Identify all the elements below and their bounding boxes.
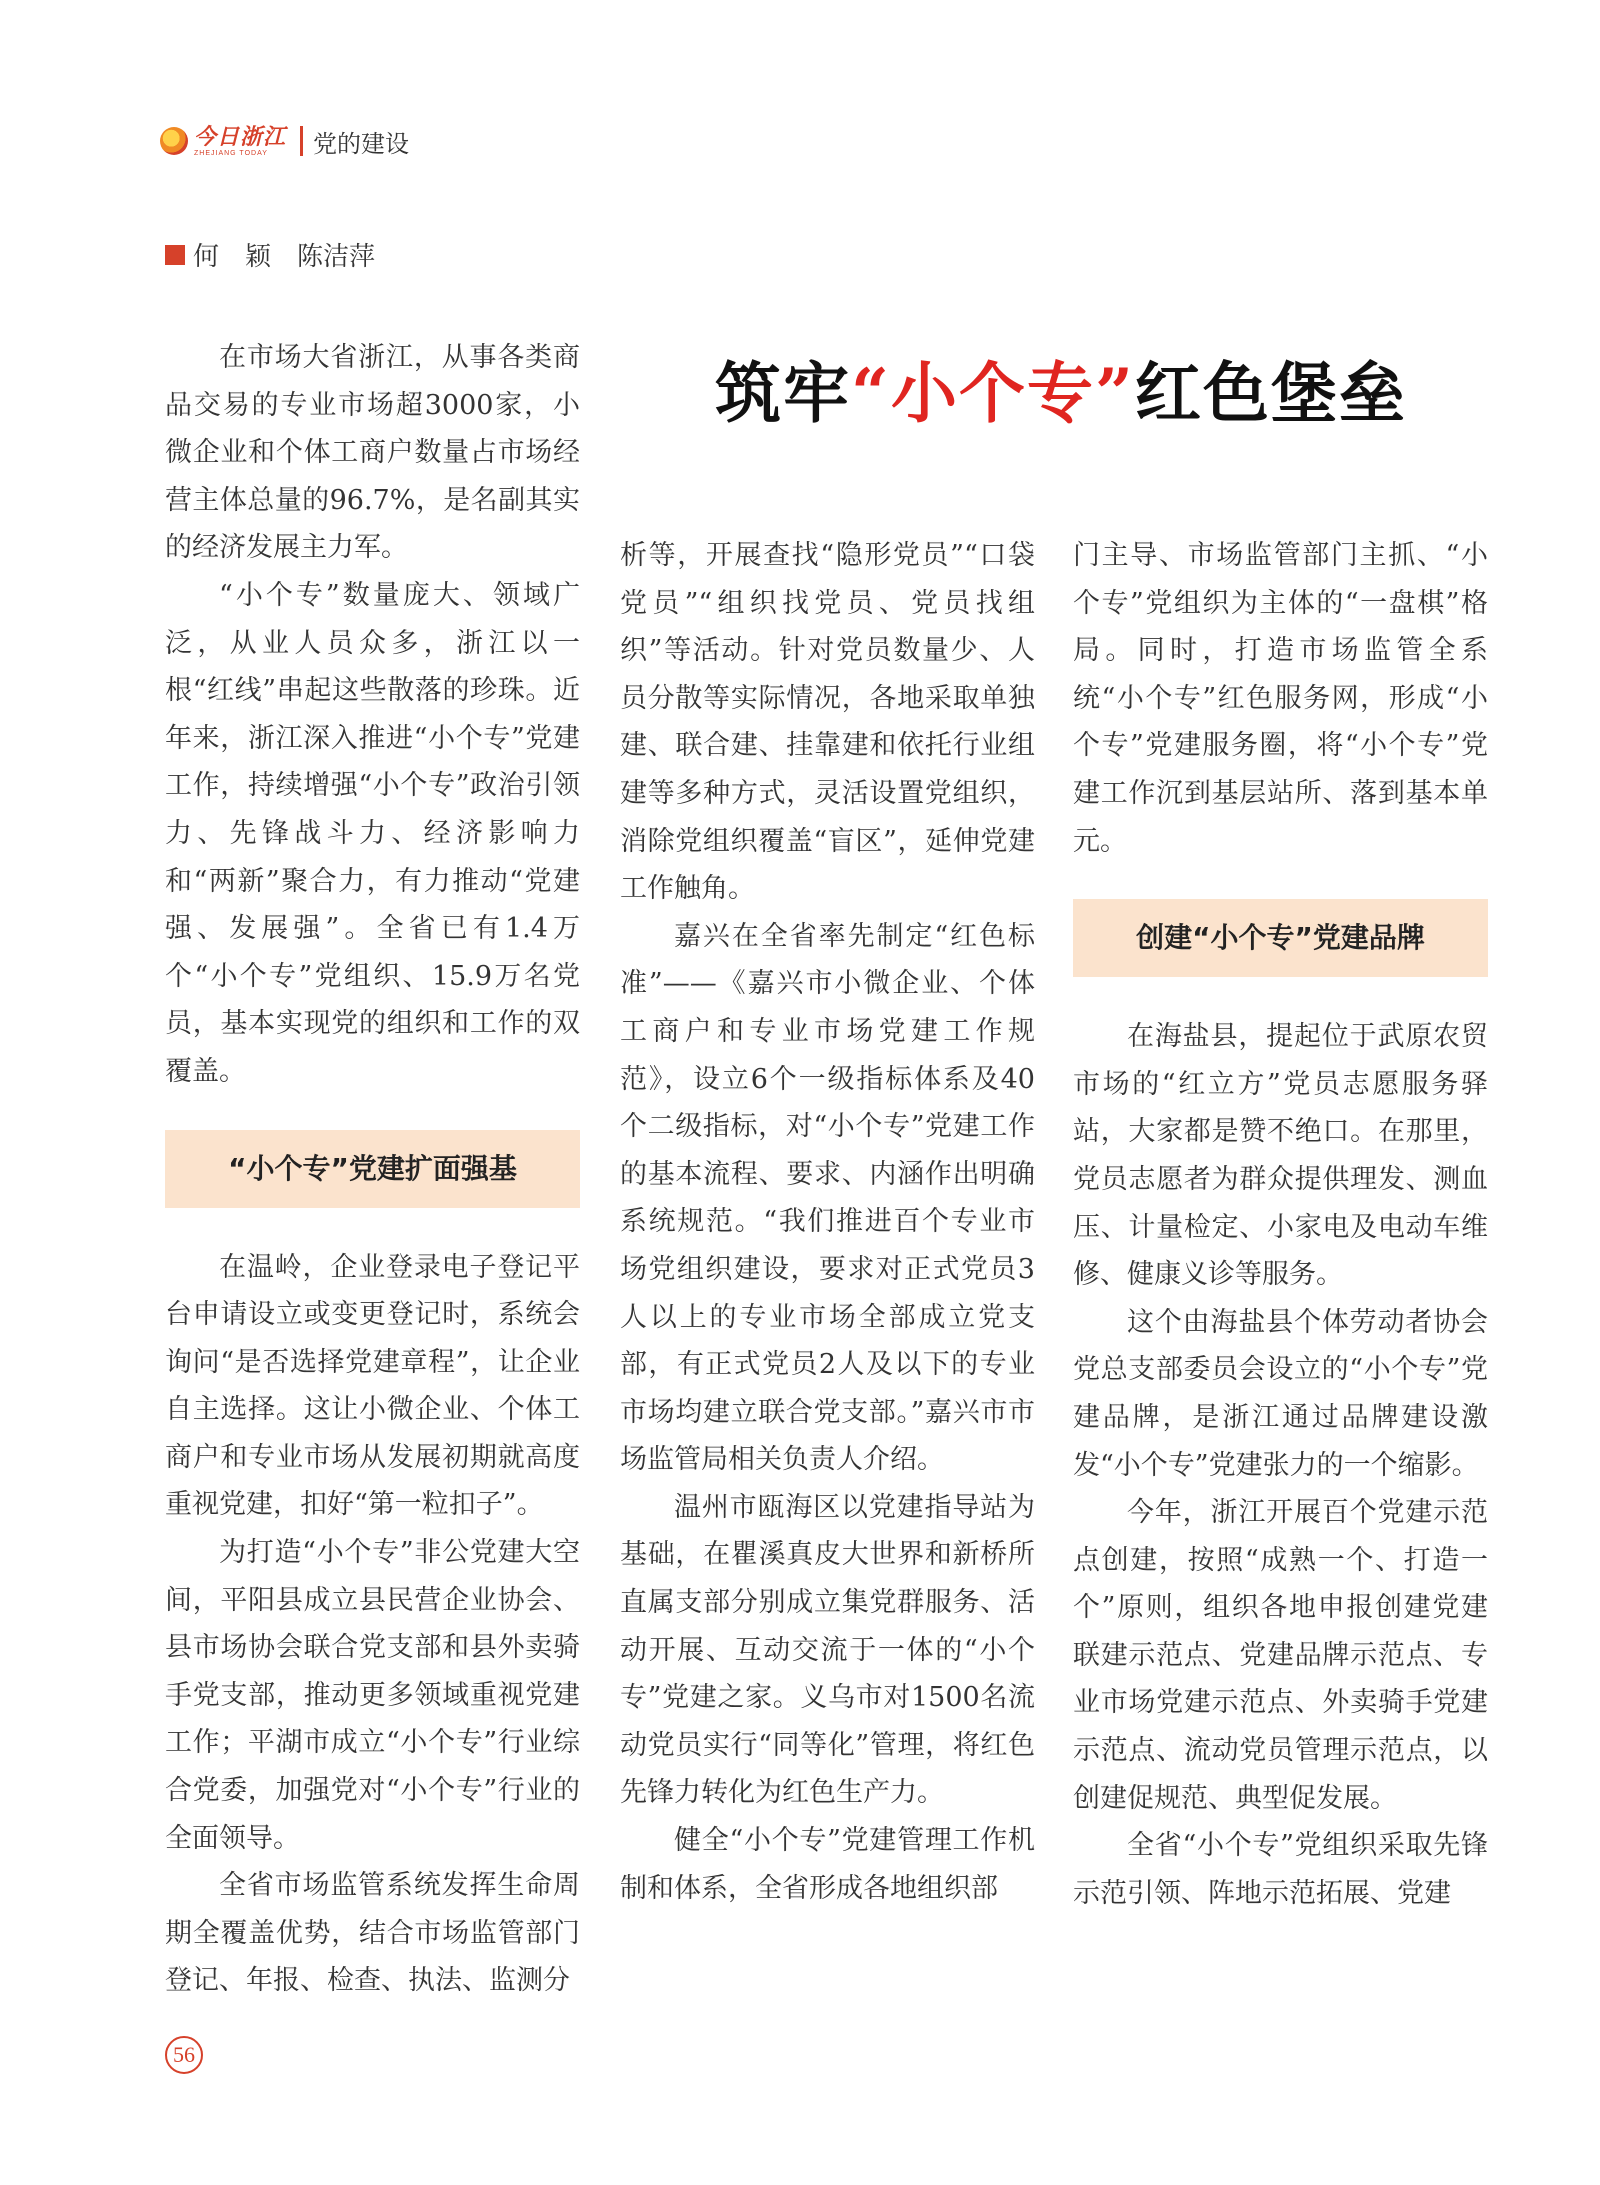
paragraph: 析等，开展查找“隐形党员”“口袋党员”“组织找党员、党员找组织”等活动。针对党员数量少、人员分散等实际情况，各地采取单独建、联合建、挂靠建和依托行业组建等多种方式，灵活设置党组织，消除党组织覆盖“盲区”，延伸党建工作触角。 <box>620 540 1035 905</box>
logo-english-name: ZHEJIANG TODAY <box>194 149 268 157</box>
page-header <box>160 118 409 164</box>
red-square-icon <box>165 245 185 265</box>
title-highlight: “小个专” <box>851 354 1135 432</box>
logo-sun-icon <box>160 127 188 155</box>
paragraph: 今年，浙江开展百个党建示范点创建，按照“成熟一个、打造一个”原则，组织各地申报创建党建联建示范点、党建品牌示范点、专业市场党建示范点、外卖骑手党建示范点、流动党员管理示范点，以创建促规范、典型促发展。 <box>1073 1497 1488 1814</box>
paragraph: 健全“小个专”党建管理工作机制和体系，全省形成各地组织部 <box>620 1825 1035 1904</box>
magazine-logo <box>160 123 287 157</box>
paragraph: 嘉兴在全省率先制定“红色标准”——《嘉兴市小微企业、个体工商户和专业市场党建工作规范》，设立6个一级指标体系及40个二级指标，对“小个专”党建工作的基本流程、要求、内涵作出明确系统规范。“我们推进百个专业市场党组织建设，要求对正式党员3人以上的专业市场全部成立党支部，有正式党员2人及以下的专业市场均建立联合党支部。”嘉兴市市场监管局相关负责人介绍。 <box>620 920 1035 1476</box>
paragraph: 门主导、市场监管部门主抓、“小个专”党组织为主体的“一盘棋”格局。同时，打造市场监管全系统“小个专”红色服务网，形成“小个专”党建服务圈，将“小个专”党建工作沉到基层站所、落到基本单元。 <box>1073 540 1488 857</box>
paragraph: 全省“小个专”党组织采取先锋示范引领、阵地示范拓展、党建 <box>1073 1830 1488 1909</box>
column-1 <box>165 334 580 2005</box>
paragraph: “小个专”数量庞大、领域广泛，从业人员众多，浙江以一根“红线”串起这些散落的珍珠。近年来，浙江深入推进“小个专”党建工作，持续增强“小个专”政治引领力、先锋战斗力、经济影响力和“两新”聚合力，有力推动“党建强、发展强”。全省已有1.4万个“小个专”党组织、15.9万名党员，基本实现党的组织和工作的双覆盖。 <box>165 579 580 1087</box>
section-name: 党的建设 <box>313 129 410 158</box>
subheading-brand: 创建“小个专”党建品牌 <box>1073 899 1488 977</box>
title-pre: 筑牢 <box>715 354 851 432</box>
article-title <box>715 340 1407 435</box>
title-post: 红色堡垒 <box>1134 354 1407 432</box>
subheading-expand-base: “小个专”党建扩面强基 <box>165 1130 580 1208</box>
paragraph: 在海盐县，提起位于武原农贸市场的“红立方”党员志愿服务驿站，大家都是赞不绝口。在那里，党员志愿者为群众提供理发、测血压、计量检定、小家电及电动车维修、健康义诊等服务。 <box>1073 1021 1488 1291</box>
author-line <box>165 236 375 273</box>
paragraph: 这个由海盐县个体劳动者协会党总支部委员会设立的“小个专”党建品牌，是浙江通过品牌建设激发“小个专”党建张力的一个缩影。 <box>1073 1306 1488 1481</box>
column-2 <box>620 532 1035 1912</box>
header-divider <box>300 126 303 156</box>
author-names: 何 颖 陈洁萍 <box>193 242 376 272</box>
column-3 <box>1073 532 1488 1917</box>
paragraph: 全省市场监管系统发挥生命周期全覆盖优势，结合市场监管部门登记、年报、检查、执法、监测分 <box>165 1870 580 1997</box>
page-number: 56 <box>165 2036 203 2074</box>
paragraph: 温州市瓯海区以党建指导站为基础，在瞿溪真皮大世界和新桥所直属支部分别成立集党群服务、活动开展、互动交流于一体的“小个专”党建之家。义乌市对1500名流动党员实行“同等化”管理，将红色先锋力转化为红色生产力。 <box>620 1491 1035 1809</box>
paragraph: 在市场大省浙江，从事各类商品交易的专业市场超3000家，小微企业和个体工商户数量占市场经营主体总量的96.7%，是名副其实的经济发展主力军。 <box>165 342 580 564</box>
paragraph: 在温岭，企业登录电子登记平台申请设立或变更登记时，系统会询问“是否选择党建章程”，让企业自主选择。这让小微企业、个体工商户和专业市场从发展初期就高度重视党建，扣好“第一粒扣子”。 <box>165 1251 580 1521</box>
logo-chinese-name: 今日浙江 <box>194 123 287 150</box>
paragraph: 为打造“小个专”非公党建大空间，平阳县成立县民营企业协会、县市场协会联合党支部和县外卖骑手党支部，推动更多领域重视党建工作；平湖市成立“小个专”行业综合党委，加强党对“小个专”行业的全面领导。 <box>165 1537 580 1854</box>
